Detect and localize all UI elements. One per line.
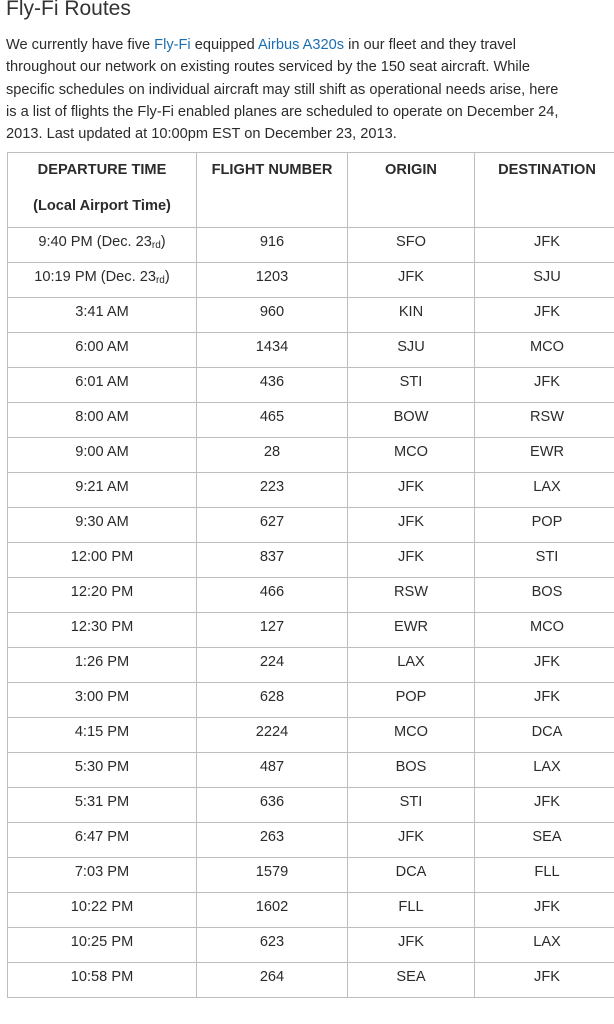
flight-number-cell: 264	[197, 963, 348, 998]
departure-time: 12:00 PM	[70, 549, 134, 565]
destination-cell: BOS	[475, 578, 614, 613]
origin-cell: JFK	[348, 928, 475, 963]
departure-time-cell	[8, 613, 197, 648]
intro-line: 2013. Last updated at 10:00pm EST on December 23, 2013.	[6, 126, 397, 143]
flight-number-cell: 223	[197, 473, 348, 508]
departure-time-cell	[8, 333, 197, 368]
table-row	[8, 648, 614, 683]
table-row	[8, 543, 614, 578]
departure-time-cell	[8, 718, 197, 753]
departure-time: 10:19 PM (Dec. 23	[34, 269, 156, 285]
departure-time-cell	[8, 438, 197, 473]
origin-cell: FLL	[348, 893, 475, 928]
departure-time-cell	[8, 823, 197, 858]
date-ordinal-suffix: rd	[155, 275, 165, 286]
flight-number-cell: 263	[197, 823, 348, 858]
origin-cell: STI	[348, 368, 475, 403]
origin-cell: JFK	[348, 508, 475, 543]
table-row	[8, 718, 614, 753]
departure-time-cell	[8, 228, 197, 263]
departure-time: 12:20 PM	[70, 584, 134, 600]
intro-line: throughout our network on existing routes serviced by the 150 seat aircraft. While	[6, 59, 531, 76]
header-origin: ORIGIN	[348, 153, 475, 228]
flight-number-cell: 1602	[197, 893, 348, 928]
destination-cell: JFK	[475, 648, 614, 683]
departure-time: 12:30 PM	[70, 619, 134, 635]
origin-cell: KIN	[348, 298, 475, 333]
header-departure-label: DEPARTURE TIME	[37, 162, 167, 178]
flight-number-cell: 960	[197, 298, 348, 333]
destination-cell: EWR	[475, 438, 614, 473]
origin-cell: MCO	[348, 718, 475, 753]
destination-cell: MCO	[475, 333, 614, 368]
table-row	[8, 368, 614, 403]
flight-number-cell: 627	[197, 508, 348, 543]
intro-paragraph	[6, 34, 614, 145]
origin-cell: RSW	[348, 578, 475, 613]
departure-time: 7:03 PM	[74, 864, 130, 880]
origin-cell: SEA	[348, 963, 475, 998]
table-row	[8, 928, 614, 963]
destination-cell: LAX	[475, 928, 614, 963]
origin-cell: DCA	[348, 858, 475, 893]
departure-time-cell	[8, 263, 197, 298]
departure-time-cell	[8, 858, 197, 893]
departure-time-close: )	[164, 269, 170, 285]
origin-cell: STI	[348, 788, 475, 823]
flight-routes-table	[7, 152, 614, 998]
destination-cell: LAX	[475, 753, 614, 788]
table-row	[8, 298, 614, 333]
departure-time-cell	[8, 403, 197, 438]
table-row	[8, 473, 614, 508]
destination-cell: JFK	[475, 228, 614, 263]
destination-cell: DCA	[475, 718, 614, 753]
departure-time-cell	[8, 963, 197, 998]
intro-text: in our fleet and they travel	[344, 37, 517, 53]
departure-time-cell	[8, 473, 197, 508]
destination-cell: LAX	[475, 473, 614, 508]
flight-number-cell: 1434	[197, 333, 348, 368]
table-row	[8, 788, 614, 823]
table-row	[8, 858, 614, 893]
flight-number-cell: 465	[197, 403, 348, 438]
table-row	[8, 613, 614, 648]
table-row	[8, 578, 614, 613]
departure-time-cell	[8, 543, 197, 578]
departure-time: 9:30 AM	[75, 514, 129, 530]
departure-time: 1:26 PM	[74, 654, 130, 670]
departure-time-cell	[8, 368, 197, 403]
departure-time-cell	[8, 508, 197, 543]
flight-number-cell: 1579	[197, 858, 348, 893]
origin-cell: MCO	[348, 438, 475, 473]
departure-time: 9:21 AM	[75, 479, 129, 495]
departure-time-cell	[8, 893, 197, 928]
origin-cell: SJU	[348, 333, 475, 368]
flight-number-cell: 1203	[197, 263, 348, 298]
departure-time: 10:25 PM	[70, 934, 134, 950]
departure-time-cell	[8, 928, 197, 963]
table-row	[8, 333, 614, 368]
destination-cell: JFK	[475, 368, 614, 403]
intro-line	[6, 34, 614, 56]
departure-time-close: )	[160, 234, 166, 250]
flight-number-cell: 916	[197, 228, 348, 263]
intro-text: We currently have five	[6, 37, 155, 53]
flight-number-cell: 436	[197, 368, 348, 403]
departure-time: 6:00 AM	[75, 339, 129, 355]
departure-time-cell	[8, 788, 197, 823]
destination-cell: SJU	[475, 263, 614, 298]
table-row	[8, 963, 614, 998]
departure-time: 6:47 PM	[74, 829, 130, 845]
table-row	[8, 753, 614, 788]
destination-cell: FLL	[475, 858, 614, 893]
departure-time-cell	[8, 298, 197, 333]
table-row	[8, 683, 614, 718]
airbus-a320s-link[interactable]: Airbus A320s	[258, 37, 345, 53]
fly-fi-link[interactable]: Fly-Fi	[154, 37, 191, 53]
table-row	[8, 403, 614, 438]
departure-time: 5:31 PM	[74, 794, 130, 810]
departure-time: 6:01 AM	[75, 374, 129, 390]
flight-number-cell: 466	[197, 578, 348, 613]
departure-time: 9:00 AM	[75, 444, 129, 460]
departure-time-cell	[8, 753, 197, 788]
origin-cell: JFK	[348, 473, 475, 508]
destination-cell: JFK	[475, 788, 614, 823]
departure-time: 4:15 PM	[74, 724, 130, 740]
header-departure-sublabel: (Local Airport Time)	[33, 198, 171, 214]
destination-cell: RSW	[475, 403, 614, 438]
date-ordinal-suffix: rd	[151, 240, 161, 251]
flight-number-cell: 28	[197, 438, 348, 473]
intro-text: equipped	[190, 37, 259, 53]
flight-number-cell: 837	[197, 543, 348, 578]
departure-time: 9:40 PM (Dec. 23	[38, 234, 152, 250]
origin-cell: JFK	[348, 543, 475, 578]
destination-cell: MCO	[475, 613, 614, 648]
table-row	[8, 263, 614, 298]
destination-cell: SEA	[475, 823, 614, 858]
page-title: Fly-Fi Routes	[6, 0, 131, 20]
destination-cell: STI	[475, 543, 614, 578]
flight-number-cell: 487	[197, 753, 348, 788]
departure-time-cell	[8, 578, 197, 613]
origin-cell: JFK	[348, 263, 475, 298]
departure-time: 3:41 AM	[75, 304, 129, 320]
table-row	[8, 508, 614, 543]
table-row	[8, 823, 614, 858]
destination-cell: JFK	[475, 893, 614, 928]
table-body	[8, 228, 614, 998]
destination-cell: JFK	[475, 963, 614, 998]
flight-number-cell: 127	[197, 613, 348, 648]
destination-cell: JFK	[475, 298, 614, 333]
departure-time: 8:00 AM	[75, 409, 129, 425]
departure-time-cell	[8, 683, 197, 718]
departure-time: 5:30 PM	[74, 759, 130, 775]
table-header-row	[8, 153, 614, 228]
header-destination: DESTINATION	[475, 153, 614, 228]
origin-cell: LAX	[348, 648, 475, 683]
origin-cell: BOS	[348, 753, 475, 788]
departure-time: 10:58 PM	[70, 969, 134, 985]
departure-time-cell	[8, 648, 197, 683]
destination-cell: POP	[475, 508, 614, 543]
origin-cell: JFK	[348, 823, 475, 858]
origin-cell: SFO	[348, 228, 475, 263]
origin-cell: EWR	[348, 613, 475, 648]
flight-number-cell: 623	[197, 928, 348, 963]
header-departure-time	[8, 153, 197, 228]
flight-number-cell: 2224	[197, 718, 348, 753]
destination-cell: JFK	[475, 683, 614, 718]
flight-number-cell: 636	[197, 788, 348, 823]
header-flight-number: FLIGHT NUMBER	[197, 153, 348, 228]
flight-number-cell: 628	[197, 683, 348, 718]
origin-cell: POP	[348, 683, 475, 718]
intro-line: specific schedules on individual aircraft may still shift as operational needs arise, here	[6, 81, 559, 98]
table-row	[8, 438, 614, 473]
origin-cell: BOW	[348, 403, 475, 438]
departure-time: 3:00 PM	[74, 689, 130, 705]
table-row	[8, 228, 614, 263]
departure-time: 10:22 PM	[70, 899, 134, 915]
flight-number-cell: 224	[197, 648, 348, 683]
table-row	[8, 893, 614, 928]
intro-line: is a list of flights the Fly-Fi enabled planes are scheduled to operate on December 24,	[6, 103, 559, 120]
